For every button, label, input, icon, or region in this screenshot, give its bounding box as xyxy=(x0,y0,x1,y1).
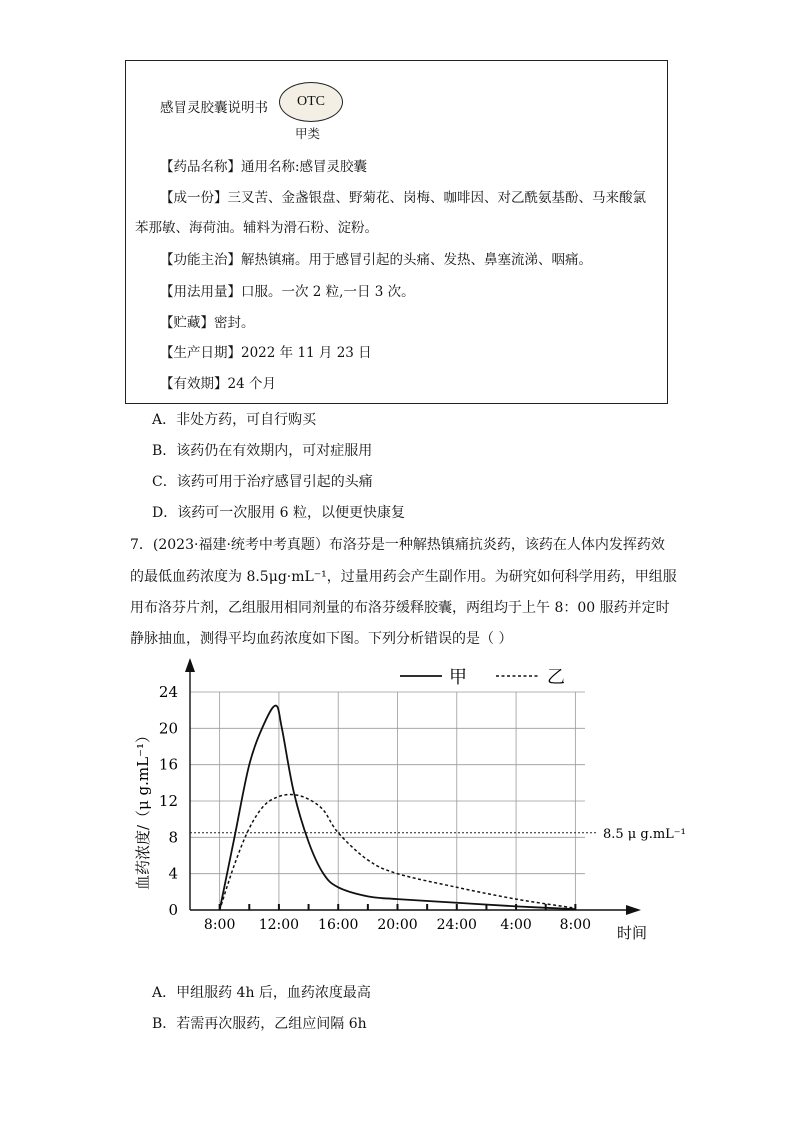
y-tick-label: 24 xyxy=(158,683,178,701)
y-tick-label: 4 xyxy=(168,864,178,883)
x-tick-label: 24:00 xyxy=(436,917,477,933)
q7-stem-line-4: 静脉抽血，测得平均血药浓度如下图。下列分析错误的是（ ） xyxy=(130,631,513,647)
threshold-label: 8.5 μ g.mL⁻¹ xyxy=(603,826,686,842)
leaflet-storage: 【贮藏】密封。 xyxy=(160,315,255,331)
x-axis-arrow xyxy=(626,905,641,915)
y-tick-label: 20 xyxy=(158,719,178,738)
leaflet-production-date: 【生产日期】2022 年 11 月 23 日 xyxy=(160,345,372,361)
leaflet-ingredients-2: 苯那敏、海荷油。辅料为滑石粉、淀粉。 xyxy=(135,220,378,236)
chart-grid xyxy=(190,692,585,910)
chart-axes xyxy=(185,658,641,915)
x-tick-label: 16:00 xyxy=(318,917,359,933)
legend-label-jia: 甲 xyxy=(449,667,467,688)
q7-option-a: A．甲组服药 4h 后，血药浓度最高 xyxy=(152,985,371,1001)
y-tick-label: 16 xyxy=(158,755,178,774)
leaflet-ingredients-1: 【成一份】三叉苦、金盏银盘、野菊花、岗梅、咖啡因、对乙酰氨基酚、马来酸氯 xyxy=(160,190,646,206)
blood-concentration-chart xyxy=(0,650,794,950)
x-axis-label: 时间 xyxy=(617,924,648,942)
q7-stem-line-3: 用布洛芬片剂，乙组服用相同剂量的布洛芬缓释胶囊，两组均于上午 8：00 服药并定时 xyxy=(130,600,670,616)
x-tick-label: 4:00 xyxy=(500,917,532,933)
leaflet-name: 【药品名称】通用名称:感冒灵胶囊 xyxy=(160,159,368,175)
leaflet-validity: 【有效期】24 个月 xyxy=(160,376,276,392)
y-tick-label: 12 xyxy=(158,792,178,810)
y-axis-label: 血药浓度/（μ g.mL⁻¹） xyxy=(134,727,152,891)
otc-class: 甲类 xyxy=(295,126,321,141)
leaflet-title: 感冒灵胶囊说明书 xyxy=(160,100,268,116)
leaflet-function: 【功能主治】解热镇痛。用于感冒引起的头痛、发热、鼻塞流涕、咽痛。 xyxy=(160,252,592,268)
q7-stem-line-2: 的最低血药浓度为 8.5μg·mL⁻¹，过量用药会产生副作用。为研究如何科学用药，甲组服 xyxy=(130,569,677,585)
y-tick-label: 0 xyxy=(168,901,178,919)
x-tick-label: 12:00 xyxy=(258,917,300,933)
q7-stem-line-1: 7．(2023·福建·统考中考真题）布洛芬是一种解热镇痛抗炎药，该药在人体内发挥药效 xyxy=(130,537,665,553)
legend-label-yi: 乙 xyxy=(547,667,565,688)
y-tick-label: 8 xyxy=(168,828,178,847)
x-tick-label: 20:00 xyxy=(377,917,418,933)
q6-option-b: B．该药仍在有效期内，可对症服用 xyxy=(152,443,373,459)
q7-option-b: B．若需再次服药，乙组应间隔 6h xyxy=(152,1016,367,1032)
q6-option-c: C．该药可用于治疗感冒引起的头痛 xyxy=(152,474,373,490)
x-tick-label: 8:00 xyxy=(203,917,236,933)
q6-option-d: D．该药可一次服用 6 粒，以便更快康复 xyxy=(152,505,406,521)
leaflet-usage: 【用法用量】口服。一次 2 粒,一日 3 次。 xyxy=(160,284,415,300)
otc-badge: OTC xyxy=(279,82,343,122)
q6-option-a: A．非处方药，可自行购买 xyxy=(152,412,317,428)
x-tick-label: 8:00 xyxy=(559,917,592,933)
chart-series xyxy=(190,706,596,910)
y-axis-arrow xyxy=(185,658,195,672)
